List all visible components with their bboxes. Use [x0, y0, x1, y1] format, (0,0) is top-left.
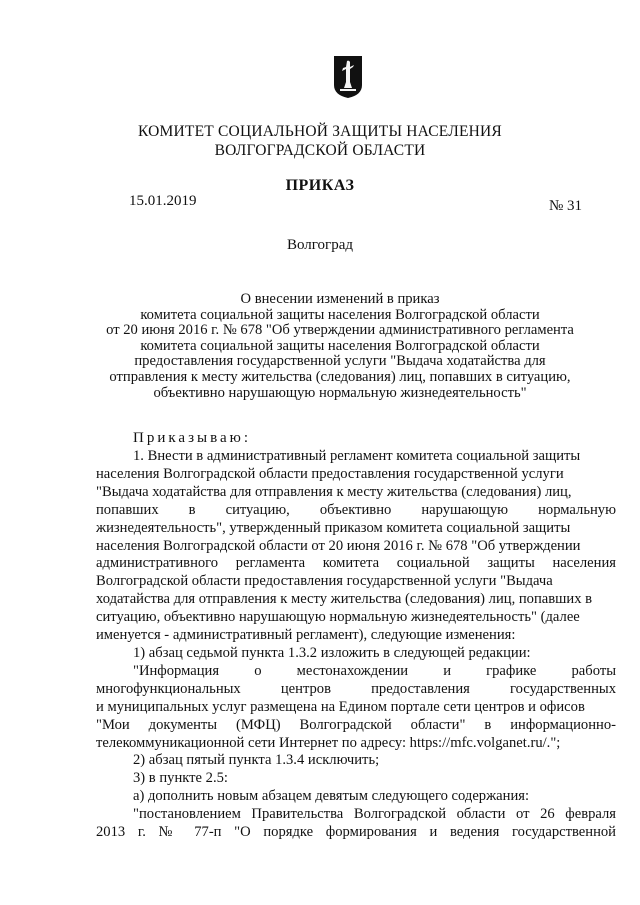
document-number: № 31 [548, 198, 582, 214]
body-line: многофункциональных центров предоставления государственных [96, 680, 616, 697]
subject-line: предоставления государственной услуги "Выдача ходатайства для [134, 353, 546, 370]
body-line: "Информация о местонахождении и графике работы [133, 662, 616, 679]
order-subject [80, 292, 600, 401]
body-line: административного регламента комитета социальной защиты населения [96, 555, 616, 572]
subject-line: комитета социальной защиты населения Волгоградской области [140, 337, 540, 354]
body-line: "постановлением Правительства Волгоградской области от 26 февраля [133, 806, 616, 823]
body-line: телекоммуникационной сети Интернет по адресу: https://mfc.volganet.ru/."; [96, 734, 561, 751]
coat-of-arms-icon [333, 55, 363, 99]
body-line: Волгоградской области предоставления государственной услуги "Выдача [96, 573, 553, 590]
body-line: "Выдача ходатайства для отправления к месту жительства (следования) лиц, [96, 483, 572, 500]
body-line: 1. Внести в административный регламент комитета социальной защиты [133, 448, 581, 464]
document-title: ПРИКАЗ [285, 177, 355, 194]
body-line: "Мои документы (МФЦ) Волгоградской области" в информационно- [96, 716, 616, 733]
body-line: 2013 г. № 77-п "О порядке формирования и ведения государственной [96, 824, 616, 841]
document-city: Волгоград [286, 237, 353, 253]
body-line: именуется - административный регламент), следующие изменения: [96, 627, 516, 644]
subject-line: отправления к месту жительства (следования) лиц, попавших в ситуацию, [109, 368, 571, 385]
organization-name-line-2: ВОЛГОГРАДСКОЙ ОБЛАСТИ [214, 142, 426, 159]
organization-name-line-1: КОМИТЕТ СОЦИАЛЬНОЙ ЗАЩИТЫ НАСЕЛЕНИЯ [138, 123, 502, 140]
order-body [96, 448, 616, 842]
body-line: попавших в ситуацию, объективно нарушающую нормальную [96, 501, 616, 518]
body-line: 1) абзац седьмой пункта 1.3.2 изложить в следующей редакции: [133, 644, 531, 661]
order-directive: Приказываю: [133, 430, 251, 446]
body-line: жизнедеятельность", утвержденный приказом комитета социальной защиты [96, 519, 571, 536]
body-line: населения Волгоградской области от 20 июня 2016 г. № 678 "Об утверждении [96, 537, 581, 554]
body-line: 2) абзац пятый пункта 1.3.4 исключить; [133, 752, 380, 769]
body-line: ходатайства для отправления к месту жительства (следования) лиц, попавших в [96, 591, 593, 608]
body-line: и муниципальных услуг размещена на Едином портале сети центров и офисов [96, 698, 585, 715]
subject-line: объективно нарушающую нормальную жизнедеятельность" [153, 384, 527, 401]
subject-line: от 20 июня 2016 г. № 678 "Об утверждении административного регламента [106, 322, 574, 339]
body-line: ситуацию, объективно нарушающую нормальную жизнедеятельность" (далее [96, 609, 580, 626]
subject-line: комитета социальной защиты населения Волгоградской области [140, 306, 540, 323]
document-date: 15.01.2019 [129, 193, 197, 209]
body-line: 3) в пункте 2.5: [133, 770, 228, 787]
body-line: а) дополнить новым абзацем девятым следующего содержания: [133, 788, 530, 805]
body-line: населения Волгоградской области предоставления государственной услуги [96, 465, 564, 482]
subject-line: О внесении изменений в приказ [240, 291, 440, 307]
